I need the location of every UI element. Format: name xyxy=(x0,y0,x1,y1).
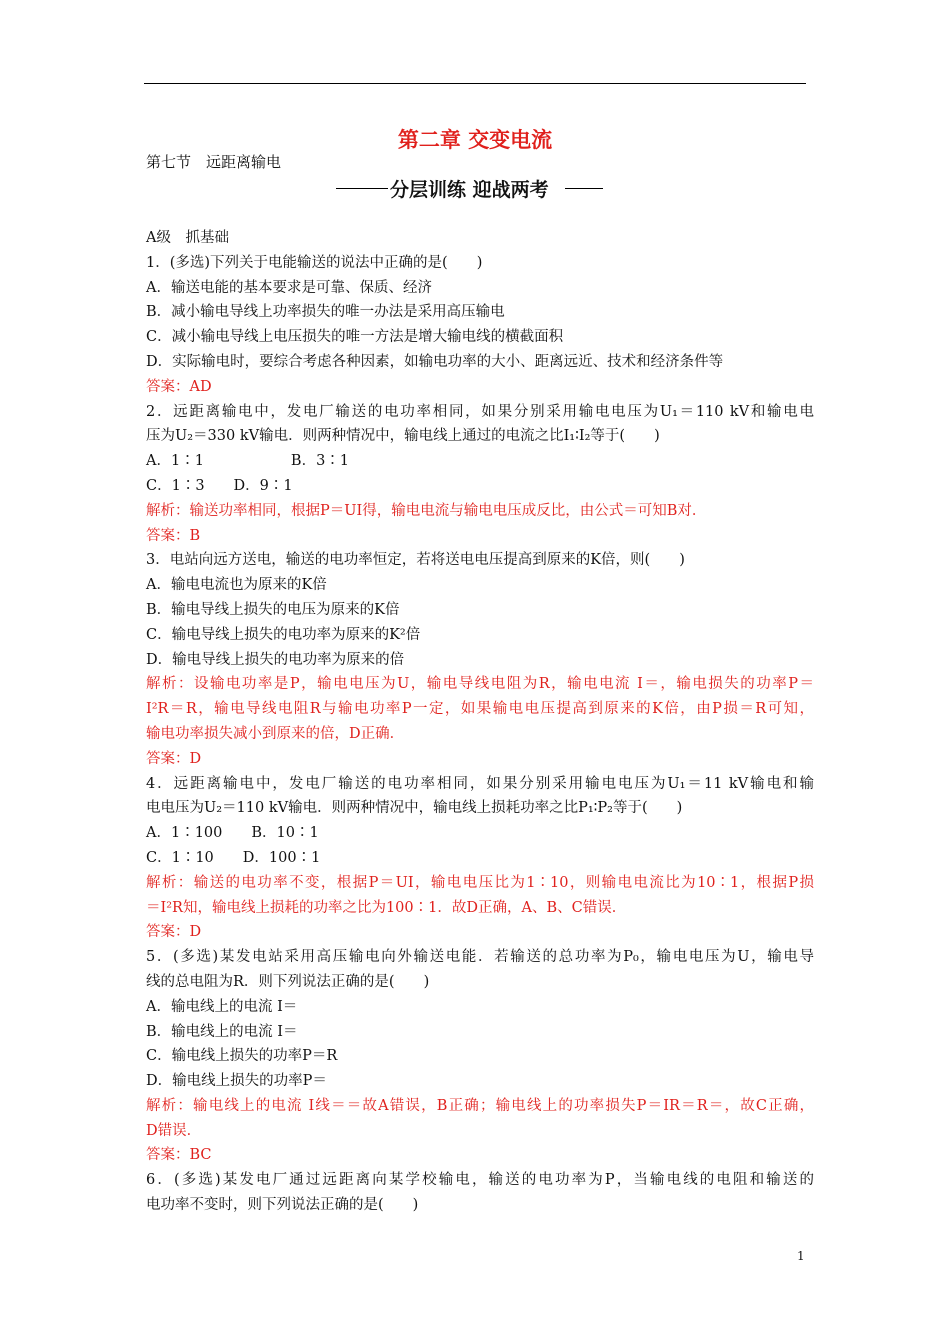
text-line: A．输电线上的电流 I＝ xyxy=(146,998,298,1015)
section-label: 第七节 远距离输电 xyxy=(146,153,282,171)
text-line: ＝I²R知，输电线上损耗的功率之比为100∶1．故D正确，A、B、C错误． xyxy=(146,899,627,916)
banner-line-left xyxy=(336,188,388,189)
text-line: 解析：设输电功率是P，输电电压为U，输电导线电阻为R，输电电流 I＝，输电损失的功率P＝ xyxy=(146,676,814,693)
text-line: I²R＝R，输电导线电阻R与输电功率P一定，如果输电电压提高到原来的K倍，由P损＝R可知， xyxy=(146,701,814,718)
chapter-title: 第二章 交变电流 xyxy=(397,128,553,152)
text-line: 4．远距离输电中，发电厂输送的电功率相同，如果分别采用输电电压为U₁＝11 kV输电和输 xyxy=(146,775,814,792)
text-line: D．实际输电时，要综合考虑各种因素，如输电功率的大小、距离远近、技术和经济条件等 xyxy=(146,353,724,370)
text-line: 3．电站向远方送电，输送的电功率恒定，若将送电电压提高到原来的K倍，则( ) xyxy=(146,552,685,569)
text-line: 答案：D xyxy=(146,750,202,767)
text-line: 电功率不变时，则下列说法正确的是( ) xyxy=(146,1197,419,1214)
text-line: 2．远距离输电中，发电厂输送的电功率相同，如果分别采用输电电压为U₁＝110 kV和输电电 xyxy=(146,403,814,420)
text-line: 6．(多选)某发电厂通过远距离向某学校输电，输送的电功率为P，当输电线的电阻和输送的 xyxy=(146,1172,814,1189)
text-line: 答案：AD xyxy=(146,378,212,395)
text-line: D．输电导线上损失的电功率为原来的倍 xyxy=(146,651,405,668)
text-line: B．输电导线上损失的电压为原来的K倍 xyxy=(146,601,400,618)
text-line: 输电功率损失减小到原来的倍，D正确． xyxy=(146,725,405,742)
banner xyxy=(336,175,603,201)
text-line: 压为U₂＝330 kV输电．则两种情况中，输电线上通过的电流之比I₁∶I₂等于( ) xyxy=(146,428,660,445)
text-line: 电电压为U₂＝110 kV输电．则两种情况中，输电线上损耗功率之比P₁∶P₂等于( ) xyxy=(146,800,683,817)
text-line: 解析：输电线上的电流 I线＝＝故A错误，B正确；输电线上的功率损失P＝IR＝R＝，故C正确， xyxy=(146,1097,814,1114)
text-line: C．1∶3 D．9∶1 xyxy=(146,477,293,494)
text-line: 5．(多选)某发电站采用高压输电向外输送电能．若输送的总功率为P₀，输电电压为U，输电导 xyxy=(146,949,814,966)
text-line: B．减小输电导线上功率损失的唯一办法是采用高压输电 xyxy=(146,304,505,321)
text-line: A．输送电能的基本要求是可靠、保质、经济 xyxy=(146,279,432,296)
text-line: D．输电线上损失的功率P＝ xyxy=(146,1073,327,1090)
banner-line-right xyxy=(565,188,603,189)
text-line: A．1∶1 B．3∶1 xyxy=(146,453,350,470)
text-line: B．输电线上的电流 I＝ xyxy=(146,1023,298,1040)
text-line: A．1∶100 B．10∶1 xyxy=(146,825,319,842)
page-number: 1 xyxy=(797,1249,805,1263)
text-line: 答案：D xyxy=(146,924,202,941)
text-line: 解析：输送的电功率不变，根据P＝UI，输电电压比为1∶10，则输电电流比为10∶1，根据P损 xyxy=(146,874,814,891)
header-rule xyxy=(144,83,806,84)
text-line: C．输电导线上损失的电功率为原来的K²倍 xyxy=(146,626,421,643)
text-line: C．输电线上损失的功率P＝R xyxy=(146,1048,338,1065)
text-line: A级 抓基础 xyxy=(146,230,229,246)
text-line: C．1∶10 D．100∶1 xyxy=(146,849,321,866)
text-line: 答案：B xyxy=(146,527,201,544)
banner-text: 分层训练 迎战两考 xyxy=(390,179,549,201)
text-line: 答案：BC xyxy=(146,1147,212,1164)
text-line: C．减小输电导线上电压损失的唯一方法是增大输电线的横截面积 xyxy=(146,329,564,346)
text-line: D错误． xyxy=(146,1122,202,1139)
document-body xyxy=(146,226,814,1218)
text-line: 线的总电阻为R．则下列说法正确的是( ) xyxy=(146,973,430,990)
text-line: A．输电电流也为原来的K倍 xyxy=(146,577,327,594)
text-line: 解析：输送功率相同，根据P＝UI得，输电电流与输电电压成反比，由公式＝可知B对． xyxy=(146,502,707,519)
text-line: 1．(多选)下列关于电能输送的说法中正确的是( ) xyxy=(146,254,483,271)
